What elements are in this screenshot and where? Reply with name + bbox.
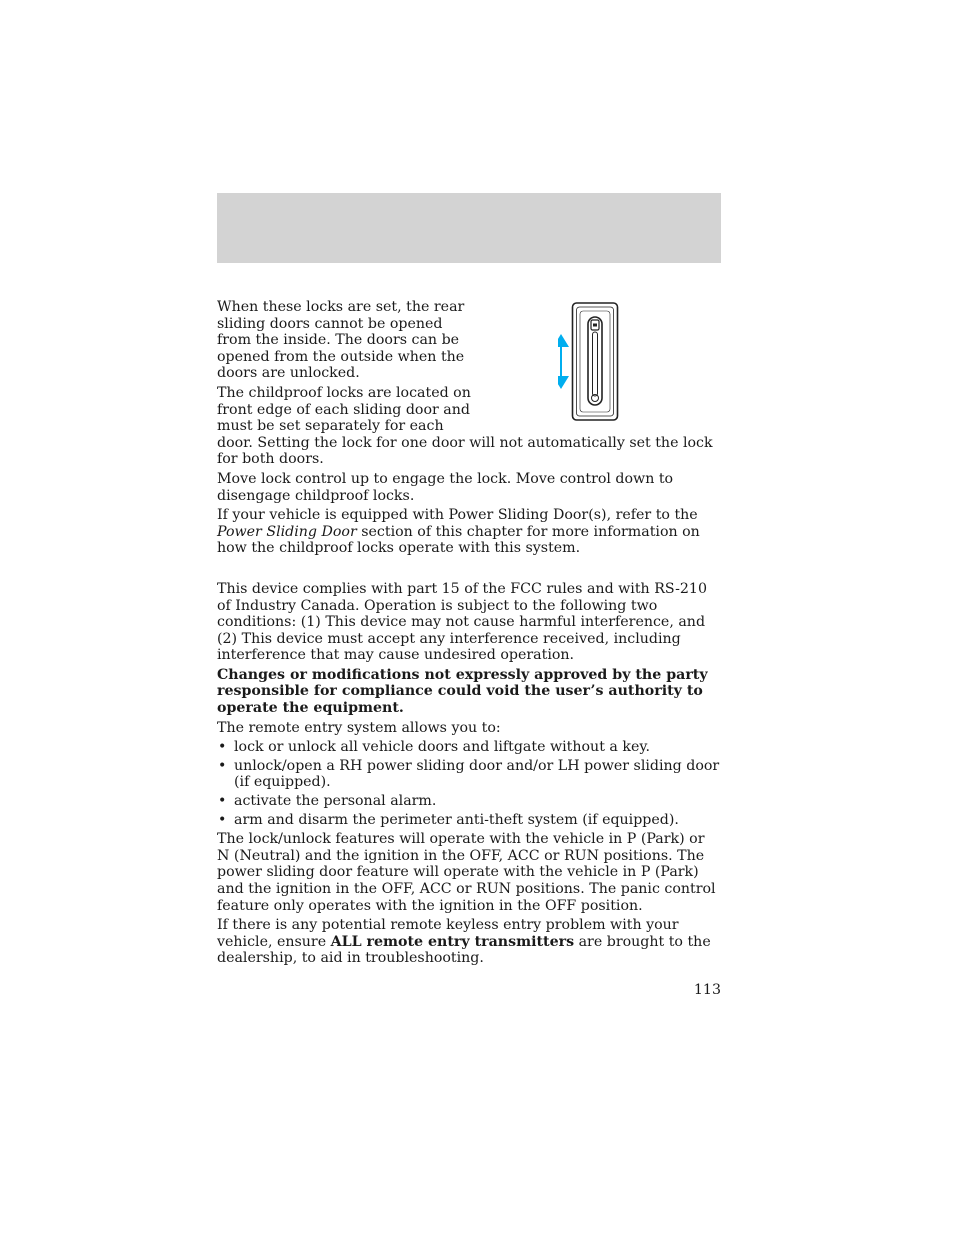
- paragraph-lock-effect: When these locks are set, the rear sliding doors cannot be opened from the inside. The doors can be opened from the outside when the doors are unlocked.: [217, 299, 465, 382]
- remote-entry-feature-list: [217, 739, 721, 828]
- paragraph-lock-control: Move lock control up to engage the lock. Move control down to disengage childproof locks.: [217, 470, 674, 504]
- bullet-glyph: •: [218, 739, 227, 756]
- text-span: are brought to the dealership, to aid in troubleshooting.: [217, 933, 711, 967]
- list-item: [217, 793, 721, 810]
- list-item-text: arm and disarm the perimeter anti-theft system (if equipped).: [234, 811, 679, 828]
- section-header-bar: [217, 193, 721, 263]
- paragraph-fcc-compliance: This device complies with part 15 of the FCC rules and with RS-210 of Industry Canada. Operation is subject to the following two conditions: (1) This device may not cause harmful interference, and (2) This device must accept any interference received, including interference that may cause undesired operation.: [217, 580, 707, 664]
- list-item: [217, 758, 721, 791]
- bullet-glyph: •: [218, 793, 227, 810]
- emphasis-text: ALL remote entry transmitters: [330, 933, 575, 950]
- list-item: [217, 739, 721, 756]
- paragraph-power-sliding-door: [217, 507, 721, 557]
- childproof-lock-control-icon: [558, 302, 638, 422]
- page-content: [217, 299, 721, 970]
- warning-text: Changes or modifications not expressly approved by the party responsible for compliance could void the user’s authority to operate the equipment.: [217, 666, 708, 717]
- text-span: If there is any potential remote keyless entry problem with your vehicle, ensure: [217, 917, 679, 950]
- list-item-text: lock or unlock all vehicle doors and liftgate without a key.: [234, 739, 651, 756]
- paragraph-remote-entry-intro: The remote entry system allows you to:: [217, 719, 501, 736]
- list-item: [217, 812, 721, 829]
- text-span: If your vehicle is equipped with Power Sliding Door(s), refer to the: [217, 507, 698, 524]
- paragraph-lock-location: The childproof locks are located on front edge of each sliding door and must be set separately for each door. Setting the lock for one door will not automatically set the lock for both doors.: [217, 384, 713, 468]
- paragraph-operating-conditions: The lock/unlock features will operate with the vehicle in P (Park) or N (Neutral) and the ignition in the OFF, ACC or RUN positions. The power sliding door feature will operate with the vehicle in P (Park) and the ignition in the OFF, ACC or RUN positions. The panic control feature only operates with the ignition in the OFF position.: [217, 831, 716, 914]
- childproof-lock-figure: [471, 299, 721, 425]
- paragraph-troubleshooting: [217, 917, 721, 967]
- text-span: section of this chapter for more information on how the childproof locks operate with this system.: [217, 523, 700, 557]
- bullet-glyph: •: [218, 811, 227, 828]
- list-item-text: activate the personal alarm.: [234, 793, 437, 810]
- bullet-glyph: •: [218, 757, 227, 774]
- section-reference: Power Sliding Door: [217, 523, 357, 540]
- paragraph-warning: [217, 667, 721, 717]
- page-number: 113: [693, 982, 721, 998]
- list-item-text: unlock/open a RH power sliding door and/or LH power sliding door (if equipped).: [234, 757, 720, 791]
